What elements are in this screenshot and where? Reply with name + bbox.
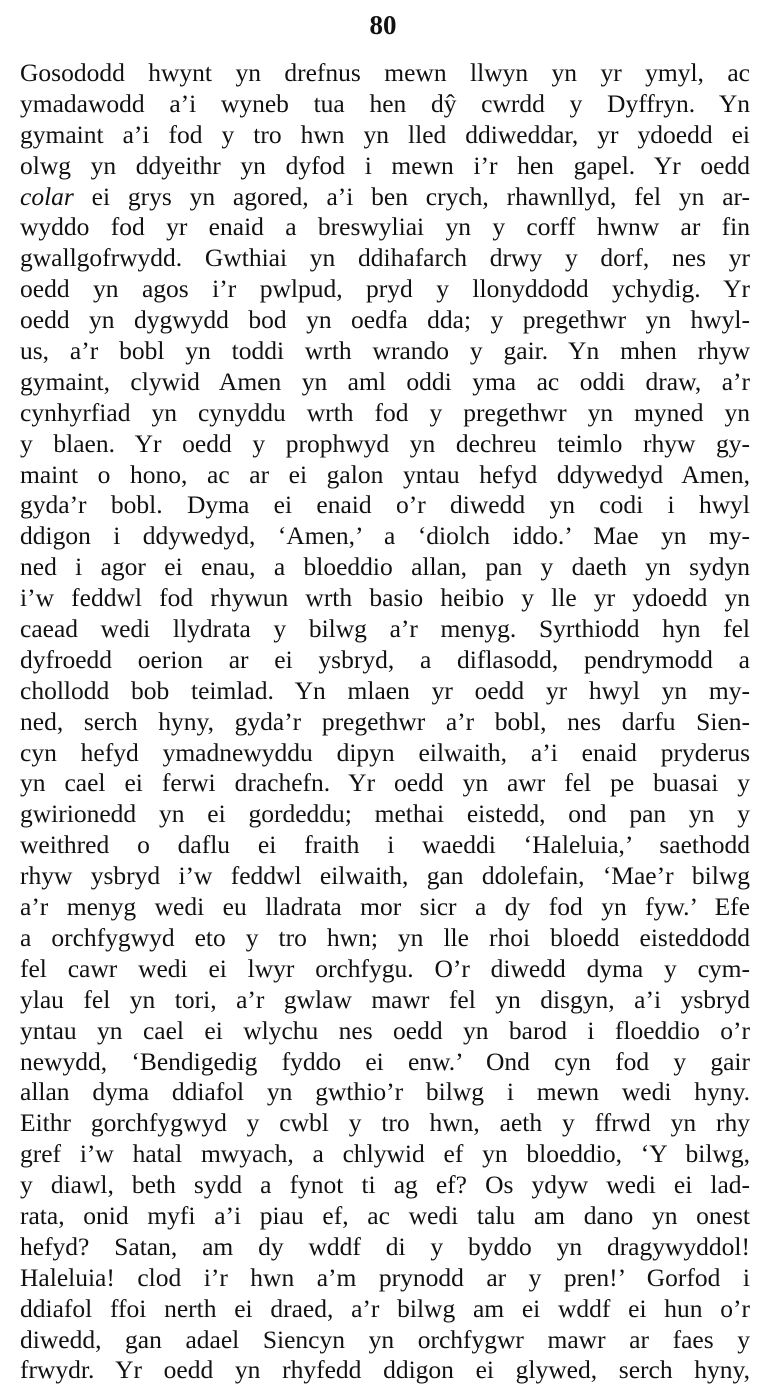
text-line: caead wedi llydrata y bilwg a’r menyg. Syrthiodd hyn fel	[20, 614, 750, 644]
text-line: wyddo fod yr enaid a breswyliai yn y corff hwnw ar fin	[20, 212, 750, 242]
text-line: colar ei grys yn agored, a’i ben crych, rhawnllyd, fel yn ar-	[20, 181, 750, 211]
text-line: yntau yn cael ei wlychu nes oedd yn barod i floeddio o’r	[20, 1015, 750, 1045]
text-line: yn cael ei ferwi drachefn. Yr oedd yn awr fel pe buasai y	[20, 768, 750, 798]
text-line: y diawl, beth sydd a fynot ti ag ef? Os ydyw wedi ei lad-	[20, 1170, 750, 1200]
text-line: rata, onid myfi a’i piau ef, ac wedi talu am dano yn onest	[20, 1200, 750, 1230]
text-line: oedd yn dygwydd bod yn oedfa dda; y pregethwr yn hwyl-	[20, 305, 750, 335]
body-paragraph	[20, 58, 750, 1386]
text-line: frwydr. Yr oedd yn rhyfedd ddigon ei glywed, serch hyny,	[20, 1355, 750, 1385]
text-line: gymaint, clywid Amen yn aml oddi yma ac oddi draw, a’r	[20, 366, 750, 396]
text-line: chollodd bob teimlad. Yn mlaen yr oedd yr hwyl yn my-	[20, 675, 750, 705]
text-line: rhyw ysbryd i’w feddwl eilwaith, gan ddolefain, ‘Mae’r bilwg	[20, 861, 750, 891]
text-line: gymaint a’i fod y tro hwn yn lled ddiweddar, yr ydoedd ei	[20, 119, 750, 149]
text-line: Haleluia! clod i’r hwn a’m prynodd ar y pren!’ Gorfod i	[20, 1262, 750, 1292]
text-line: gyda’r bobl. Dyma ei enaid o’r diwedd yn codi i hwyl	[20, 490, 750, 520]
text-line: allan dyma ddiafol yn gwthio’r bilwg i mewn wedi hyny.	[20, 1077, 750, 1107]
text-line: dyfroedd oerion ar ei ysbryd, a diflasodd, pendrymodd a	[20, 644, 750, 674]
text-line: Gosododd hwynt yn drefnus mewn llwyn yn yr ymyl, ac	[20, 58, 750, 87]
text-line: fel cawr wedi ei lwyr orchfygu. O’r diwedd dyma y cym-	[20, 953, 750, 983]
text-line: newydd, ‘Bendigedig fyddo ei enw.’ Ond cyn fod y gair	[20, 1046, 750, 1076]
text-line: oedd yn agos i’r pwlpud, pryd y llonyddodd ychydig. Yr	[20, 274, 750, 304]
text-line: weithred o daflu ei fraith i waeddi ‘Haleluia,’ saethodd	[20, 830, 750, 860]
text-line: gref i’w hatal mwyach, a chlywid ef yn bloeddio, ‘Y bilwg,	[20, 1139, 750, 1169]
text-line: gwallgofrwydd. Gwthiai yn ddihafarch drwy y dorf, nes yr	[20, 243, 750, 273]
text-line: maint o hono, ac ar ei galon yntau hefyd ddywedyd Amen,	[20, 459, 750, 489]
text-line: Eithr gorchfygwyd y cwbl y tro hwn, aeth y ffrwd yn rhy	[20, 1108, 750, 1138]
text-line: y blaen. Yr oedd y prophwyd yn dechreu teimlo rhyw gy-	[20, 428, 750, 458]
text-line: us, a’r bobl yn toddi wrth wrando y gair. Yn mhen rhyw	[20, 336, 750, 366]
text-line: hefyd? Satan, am dy wddf di y byddo yn dragywyddol!	[20, 1231, 750, 1261]
text-line: cynhyrfiad yn cynyddu wrth fod y pregethwr yn myned yn	[20, 397, 750, 427]
text-line: cyn hefyd ymadnewyddu dipyn eilwaith, a’i enaid pryderus	[20, 737, 750, 767]
text-line: a orchfygwyd eto y tro hwn; yn lle rhoi bloedd eisteddodd	[20, 922, 750, 952]
text-line: ddiafol ffoi nerth ei draed, a’r bilwg am ei wddf ei hun o’r	[20, 1293, 750, 1323]
text-line: olwg yn ddyeithr yn dyfod i mewn i’r hen gapel. Yr oedd	[20, 150, 750, 180]
text-line: diwedd, gan adael Siencyn yn orchfygwr mawr ar faes y	[20, 1324, 750, 1354]
text-line: gwirionedd yn ei gordeddu; methai eistedd, ond pan yn y	[20, 799, 750, 829]
text-line: ddigon i ddywedyd, ‘Amen,’ a ‘diolch iddo.’ Mae yn my-	[20, 521, 750, 551]
text-line: ned, serch hyny, gyda’r pregethwr a’r bobl, nes darfu Sien-	[20, 706, 750, 736]
text-line: ned i agor ei enau, a bloeddio allan, pan y daeth yn sydyn	[20, 552, 750, 582]
text-line: a’r menyg wedi eu lladrata mor sicr a dy fod yn fyw.’ Efe	[20, 892, 750, 922]
page-number: 80	[369, 10, 397, 40]
text-line: ymadawodd a’i wyneb tua hen dŷ cwrdd y Dyffryn. Yn	[20, 88, 750, 118]
text-line: i’w feddwl fod rhywun wrth basio heibio y lle yr ydoedd yn	[20, 583, 750, 613]
text-line: ylau fel yn tori, a’r gwlaw mawr fel yn disgyn, a’i ysbryd	[20, 984, 750, 1014]
italic-word: colar	[20, 181, 74, 211]
